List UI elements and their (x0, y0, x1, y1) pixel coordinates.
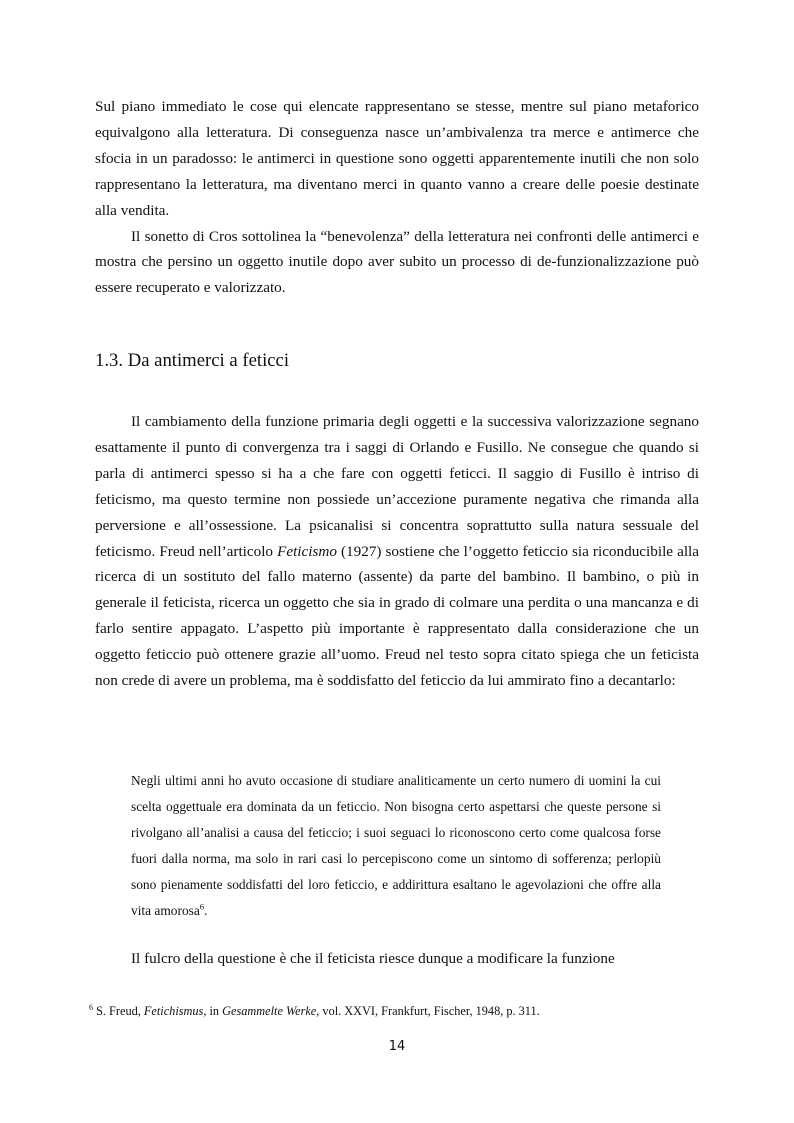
section-heading: 1.3. Da antimerci a feticci (95, 350, 290, 371)
footnote-text: , vol. XXVI, Frankfurt, Fischer, 1948, p. 311. (316, 1004, 540, 1018)
body-paragraph: Il sonetto di Cros sottolinea la “benevolenza” della letteratura nei confronti delle antimerci e mostra che persino un oggetto inutile dopo aver subito un processo di de-funzionalizzazione può essere recuperato e valorizzato. (95, 227, 699, 297)
footnote-title: Fetichismus (143, 1004, 204, 1018)
quote-text: Negli ultimi anni ho avuto occasione di studiare analiticamente un certo numero di uomini la cui scelta oggettuale era dominata da un feticcio. Non bisogna certo aspettarsi che queste persone si rivolgano all’analisi a causa del feticcio; i suoi seguaci lo riconoscono certo come qualcosa forse fuori dalla norma, ma solo in rari casi lo percepiscono come un sintomo di sofferenza; perlopiù sono pienamente soddisfatti del loro feticcio, e addirittura esaltano le agevolazioni che offre alla vita amorosa (131, 773, 661, 918)
paragraph-text: Il cambiamento della funzione primaria degli oggetti e la successiva valorizzazione segnano esattamente il punto di convergenza tra i saggi di Orlando e Fusillo. Ne consegue che quando si parla di antimerci spesso si ha a che fare con oggetti feticci. Il saggio di Fusillo è intriso di feticismo, ma questo termine non possiede un’accezione puramente negativa che rimanda alla perversione e all’ossessione. La psicanalisi si concentra soprattutto sulla natura sessuale del feticismo. Freud nell’articolo (95, 413, 699, 560)
article-title: Feticismo (277, 542, 337, 560)
intro-text-block (95, 94, 699, 301)
footnote (89, 1002, 709, 1020)
block-quote: Negli ultimi anni ho avuto occasione di studiare analiticamente un certo numero di uomini la cui scelta oggettuale era dominata da un feticcio. Non bisogna certo aspettarsi che queste persone si rivolgano all’analisi a causa del feticcio; i suoi seguaci lo riconoscono certo come qualcosa forse fuori dalla norma, ma solo in rari casi lo percepiscono come un sintomo di sofferenza; perlopiù sono pienamente soddisfatti del loro feticcio, e addirittura esaltano le agevolazioni che offre alla vita amorosa$^6$. (131, 773, 661, 918)
footnote-title: Gesammelte Werke (222, 1004, 317, 1018)
footnote-text: , in (203, 1004, 223, 1018)
body-paragraph: Sul piano immediato le cose qui elencate rappresentano se stesse, mentre sul piano metaforico equivalgono alla letteratura. Di conseguenza nasce un’ambivalenza tra merce e antimerce che sfocia in un paradosso: le antimerci in questione sono oggetti apparentemente inutili che non solo rappresentano la letteratura, ma diventano merci in quanto vanno a creare delle poesie destinate alla vendita. (95, 98, 699, 219)
page-number: 14 (388, 1039, 406, 1054)
section-text-block (95, 409, 699, 694)
paragraph-text: (1927) sostiene che l’oggetto feticcio sia riconducibile alla ricerca di un sostituto del fallo materno (assente) da parte del bambino. Il bambino, o più in generale il feticista, ricerca un oggetto che sia in grado di colmare una perdita o una mancanza e di farlo sentire appagato. L’aspetto più importante è rappresentato dalla considerazione che un oggetto feticcio può ottenere grazie all’uomo. Freud nel testo sopra citato spiega che un feticista non crede di avere un problema, ma è soddisfatto del feticcio da lui ammirato fino a decantarlo: (95, 542, 699, 690)
closing-text-block (95, 946, 699, 972)
body-paragraph (95, 409, 699, 694)
footnote-text: S. Freud, (93, 1004, 144, 1018)
footnote-number: 6 (89, 1002, 93, 1012)
footnote-reference: 6 (199, 901, 205, 912)
body-paragraph: Il fulcro della questione è che il feticista riesce dunque a modificare la funzione (131, 950, 615, 967)
